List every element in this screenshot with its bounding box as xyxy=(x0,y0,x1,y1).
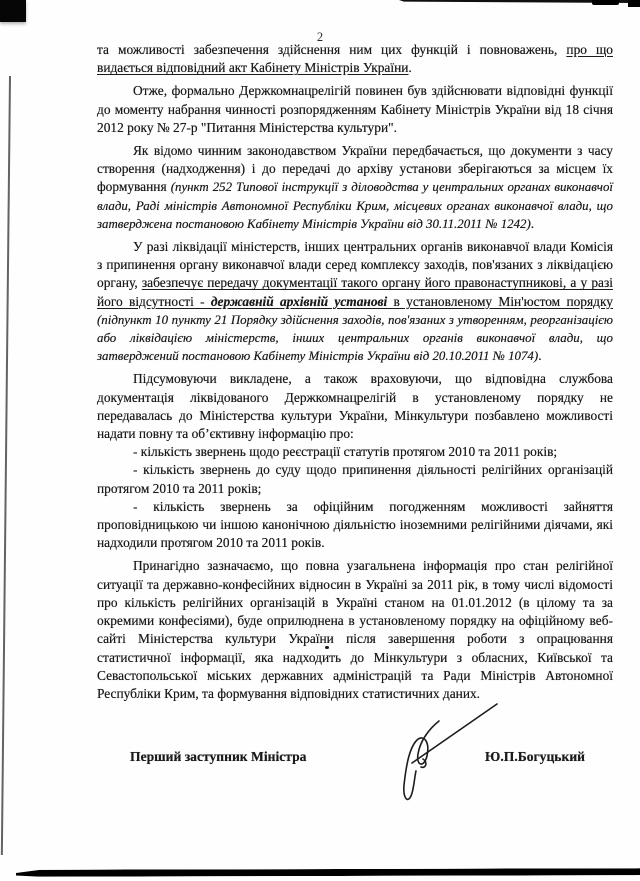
text-run: державній архівній установі xyxy=(210,293,388,309)
page-number: 2 xyxy=(316,30,324,44)
signature-block xyxy=(130,749,585,765)
text-run: - кількість звернень щодо реєстрації статутів протягом 2010 та 2011 років; xyxy=(133,444,558,460)
text-run: та можливості забезпечення здійснення ним цих функцій і повноважень, xyxy=(97,42,567,57)
scan-artifact-top-left-corner xyxy=(0,0,26,22)
paragraph xyxy=(97,142,613,233)
scan-artifact-left-edge-line xyxy=(1,76,11,855)
document-body xyxy=(97,41,613,703)
text-run: . xyxy=(530,215,535,231)
text-run: Підсумовуючи викладене, а також враховуючи, що відповідна службова документація ліквідованого Держкомнацрелігій в установленому порядку не передавалась до Міністерства культури України, Мінкультури позбавлено можливості надати повну та об’єктивну інформацію про: xyxy=(97,371,613,442)
text-run: про що видається відповідний акт Кабінету Міністрів України xyxy=(97,42,613,76)
paragraph xyxy=(97,443,613,461)
signer-name: Ю.П.Богуцький xyxy=(485,749,585,764)
text-run: Отже, формально Держкомнацрелігій повинен був здійснювати відповідні функції до моменту набрання чинності розпорядженням Кабінету Міністрів України від 18 січня 2012 року № 27-р "Питання Міністерства культури". xyxy=(97,83,613,135)
document-paragraphs xyxy=(97,41,613,703)
text-run: в установленому Мін'юстом порядку xyxy=(387,293,613,309)
text-run: Як відомо чинним законодавством України передбачається, що документи з часу створення (надходження) і до передачі до архіву установи зберігаються за місцем їх формування xyxy=(97,143,613,195)
scan-artifact-bottom-bar xyxy=(16,868,640,877)
paragraph xyxy=(97,557,613,703)
paragraph xyxy=(97,82,613,137)
text-run: - кількість звернень до суду щодо припинення діяльності релігійних організацій протягом 2010 та 2011 років; xyxy=(97,462,613,496)
text-run: У разі ліквідації міністерств, інших центральних органів виконавчої влади Комісія з припинення органу виконавчої влади серед комплексу заходів, пов'язаних з ліквідацією органу, xyxy=(97,239,613,291)
text-run: Принагідно зазначаємо, що повна узагальнена інформація про стан релігійної ситуації та державно-конфесійних відносин в Україні за 2011 рік, в тому числі відомості про кількість релігійних організацій в Україні станом на 01.01.2012 (в цілому та за окремими конфесіями), буде оприлюднена в установленому порядку на офіційному веб-сайті Міністерства культури України після завершення роботи з опрацювання статистичної інформації, яка надходить до Мінкультури з обласних, Київської та Севастопольської міських державних адміністрацій та Ради Міністрів Автономної Республіки Крим, та формування відповідних статистичних даних. xyxy=(97,558,613,701)
signer-title: Перший заступник Міністра xyxy=(130,749,307,764)
paragraph xyxy=(97,498,613,553)
scan-artifact-top-right-blob xyxy=(592,0,619,5)
paragraph xyxy=(97,238,613,365)
text-run: - кількість звернень за офіційним погодженням можливості зайняття проповідницькою чи іншою канонічною діяльністю іноземними релігійними діячами, які надходили протягом 2010 та 2011 років. xyxy=(97,498,613,551)
paragraph xyxy=(97,370,613,443)
paragraph xyxy=(97,41,613,77)
scan-artifact-top-right-corner xyxy=(628,0,640,7)
paragraph xyxy=(97,461,613,497)
text-run: . xyxy=(538,348,542,364)
text-run: (підпункт 10 пункту 21 Порядку здійснення заходів, пов'язаних з утворенням, реорганізацією або ліквідацією міністерств, інших центральних органів виконавчої влади, що затверджений постановою Кабінету Міністрів України від 20.10.2011 № 1074) xyxy=(97,312,613,364)
text-run: забезпечує передачу документації такого органу його правонаступникові, а у разі його відсутності - xyxy=(97,275,613,309)
text-run: (пункт 252 Типової інструкції з діловодства у центральних органах виконавчої влади, Раді міністрів Автономної Республіки Крим, місцевих органах виконавчої влади, що затверджена постановою Кабінету Міністрів України від 30.11.2011 № 1242) xyxy=(97,180,613,231)
text-run: . xyxy=(408,60,412,76)
